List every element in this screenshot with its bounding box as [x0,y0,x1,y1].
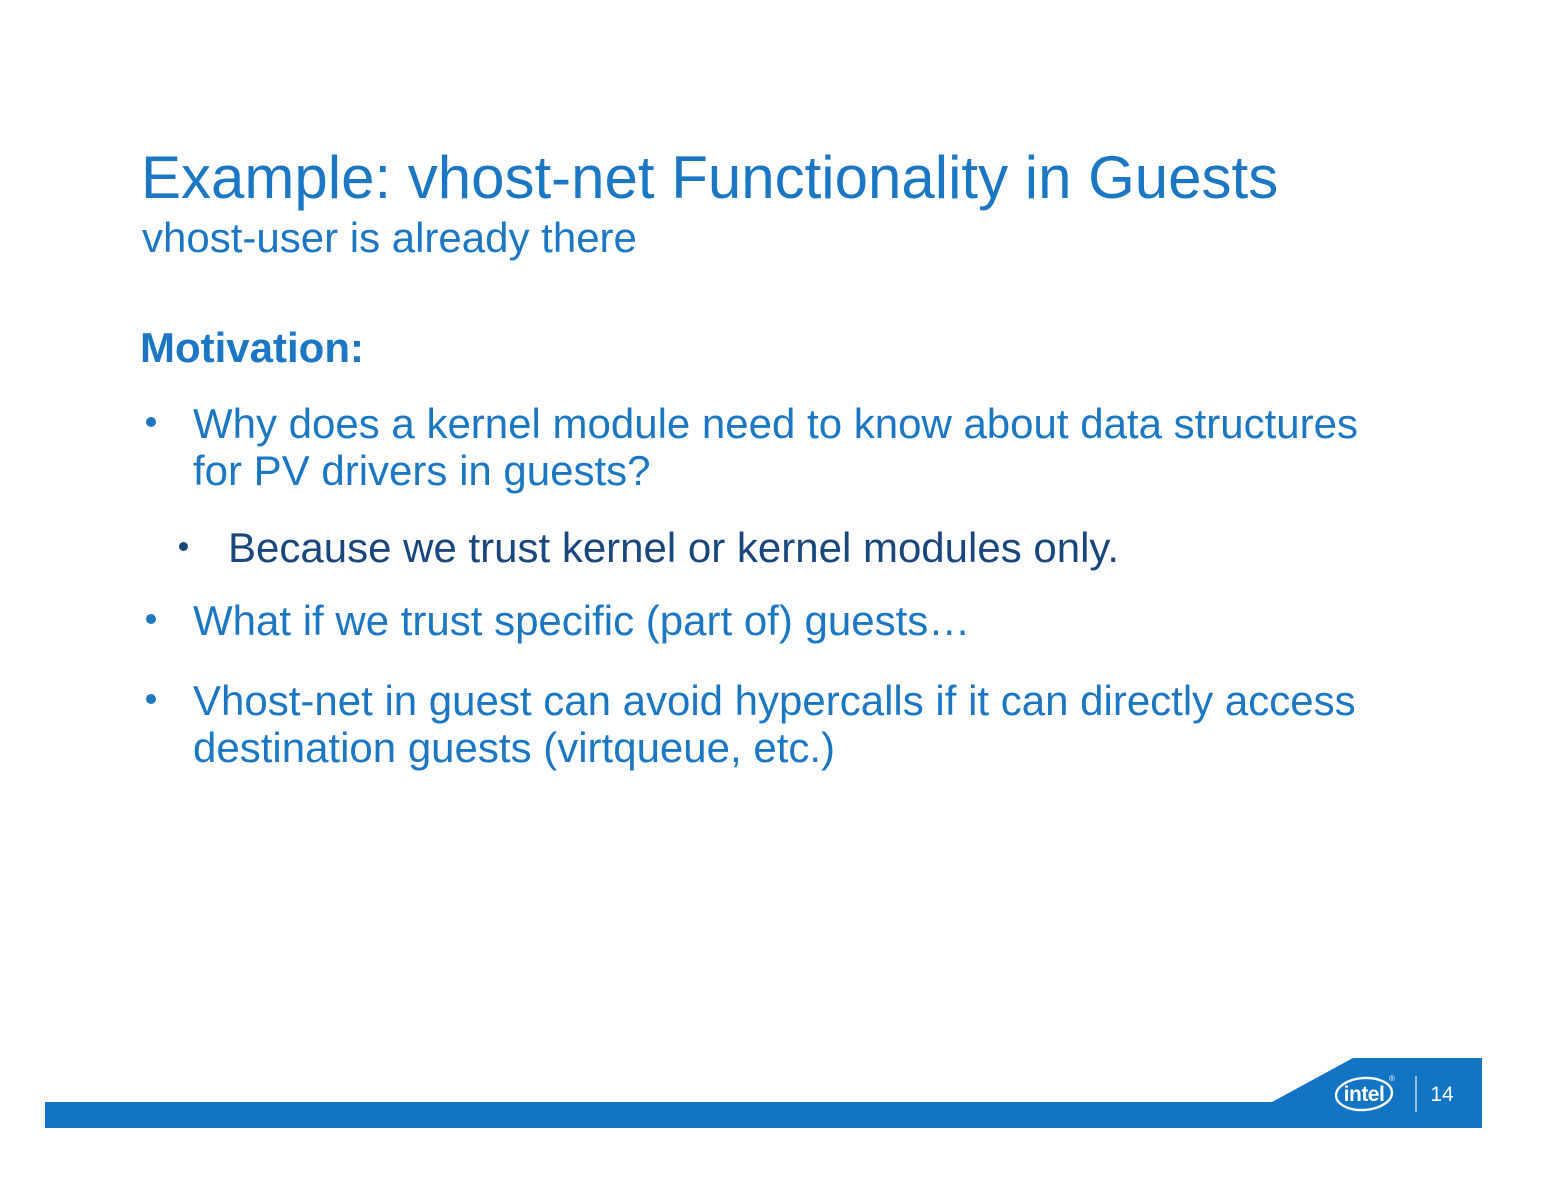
slide-title: Example: vhost-net Functionality in Guests [141,144,1279,211]
bullet-line: Why does a kernel module need to know about data structures [193,400,1359,447]
footer-bar-shape [45,1058,1482,1128]
bullet-dot [179,542,188,551]
bullet-dot [146,694,156,704]
bullet-line: Because we trust kernel or kernel modules only. [228,524,1119,571]
bullet-item [228,524,1119,571]
section-heading: Motivation: [140,324,364,371]
footer-bar [0,1050,1552,1199]
bullet-dot [146,417,156,427]
bullet-line: What if we trust specific (part of) guests… [193,597,971,644]
intel-logo-registered-mark: ® [1389,1074,1395,1083]
bullet-item [193,400,1358,494]
intel-logo-text: intel [1343,1083,1385,1106]
bullet-dot [146,614,156,624]
slide-subtitle: vhost-user is already there [142,214,637,261]
bullet-line: Vhost-net in guest can avoid hypercalls if it can directly access [193,677,1356,724]
bullet-line: for PV drivers in guests? [193,447,651,494]
page-number: 14 [1430,1083,1454,1106]
bullet-line: destination guests (virtqueue, etc.) [193,724,836,771]
bullet-item [193,677,1356,771]
bullet-item [193,597,970,644]
